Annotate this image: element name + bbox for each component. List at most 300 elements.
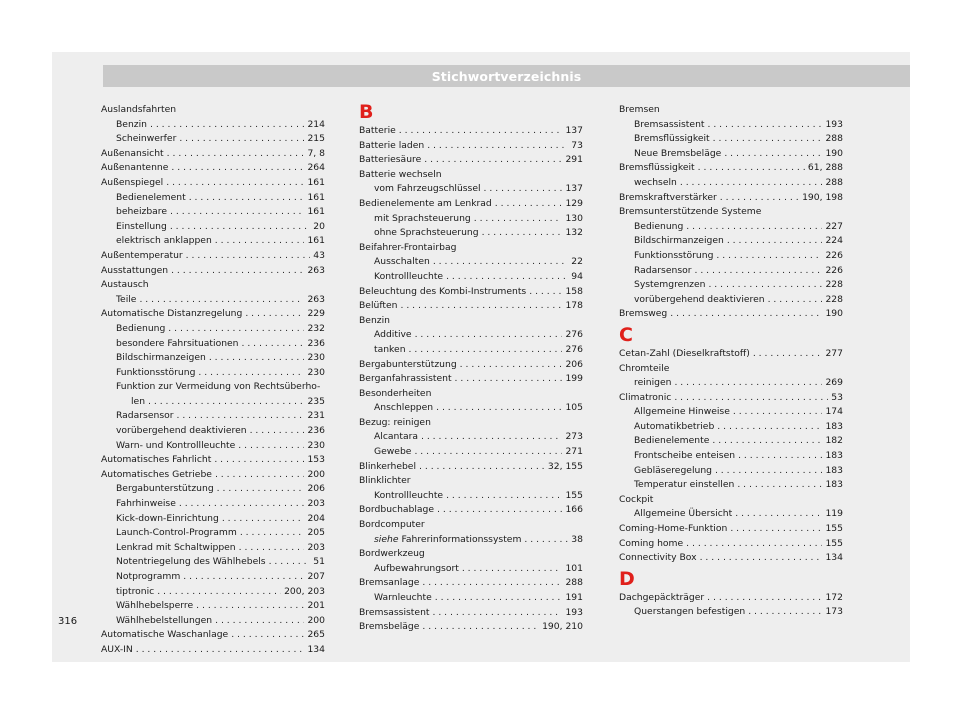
dot-leader [171,161,304,176]
dot-leader [733,405,823,420]
entry-term: Bildschirmanzeigen [634,235,724,247]
entry-page-ref[interactable]: 183 [825,420,843,432]
dot-leader [409,343,563,358]
index-entry [619,493,843,508]
entry-term: Querstangen befestigen [634,606,746,618]
dot-leader [715,464,822,479]
index-subentry [101,322,325,337]
dot-leader [529,285,562,300]
dot-leader [177,409,305,424]
entry-term: beheizbare [116,206,168,218]
dot-leader [433,606,563,621]
entry-term: Allgemeine Hinweise [634,406,730,418]
entry-term: Lenkrad mit Schaltwippen [116,541,236,553]
entry-page-ref[interactable]: 201 [307,600,325,612]
dot-leader [422,620,539,635]
entry-term: Dachgepäckträger [619,591,705,603]
entry-term: Bremsweg [619,308,668,320]
entry-term: Coming home [619,537,684,549]
index-entry [359,299,583,314]
dot-leader [753,347,823,362]
index-entry [619,522,843,537]
entry-page-ref[interactable]: 205 [307,527,325,539]
entry-page-ref[interactable]: 20 [313,220,325,232]
entry-page-ref[interactable]: 228 [825,293,843,305]
entry-page-ref[interactable]: 137 [565,125,583,136]
page-header [103,65,910,87]
index-subentry [101,337,325,352]
entry-page-ref[interactable]: 155 [825,523,843,535]
index-entry [101,161,325,176]
entry-page-ref[interactable]: 183 [825,464,843,476]
entry-term: Kick-down-Einrichtung [116,512,219,524]
dot-leader [196,599,304,614]
entry-page-ref[interactable]: 137 [565,183,583,195]
entry-page-ref[interactable]: 101 [565,562,583,574]
entry-page-ref[interactable]: 173 [825,606,843,618]
index-entry [619,551,843,566]
entry-term: Bezug: reinigen [359,416,431,428]
dot-leader [495,197,563,212]
dot-leader [179,132,304,147]
dot-leader [245,307,304,322]
entry-page-ref[interactable]: 158 [565,285,583,297]
entry-page-ref[interactable]: 288 [825,176,843,188]
dot-leader [414,445,562,460]
dot-leader [435,591,563,606]
index-subentry [101,585,325,600]
entry-term: Bremsanlage [359,577,420,589]
dot-leader [724,147,822,162]
entry-page-ref[interactable]: 193 [825,118,843,130]
dot-leader [239,541,305,556]
dot-leader [242,337,305,352]
entry-page-ref[interactable]: 264 [307,162,325,174]
dot-leader [170,205,304,220]
dot-leader [713,132,823,147]
page-number: 316 [58,616,78,627]
entry-term: Beifahrer-Frontairbag [359,241,457,253]
entry-page-ref[interactable]: 178 [565,300,583,312]
entry-page-ref[interactable]: 276 [565,343,583,355]
entry-term-text: Fahrerinformationssystem [401,533,522,545]
entry-term: Benzin [116,118,147,130]
dot-leader [168,322,304,337]
entry-term: Teile [116,293,137,305]
entry-term: Warn- und Kontrollleuchte [116,439,236,451]
entry-page-ref[interactable]: 7, 8 [307,147,325,159]
index-entry [101,453,325,468]
entry-page-ref[interactable]: 166 [565,504,583,516]
index-entry [619,391,843,406]
entry-term: Funktionsstörung [634,249,714,261]
dot-leader [183,570,304,585]
index-subentry [619,376,843,391]
dot-leader [399,124,563,139]
entry-term: Climatronic [619,391,672,403]
index-entry [101,468,325,483]
entry-term: Scheinwerfer [116,133,177,145]
entry-term: tanken [374,343,406,355]
dot-leader [674,391,828,406]
dot-leader [768,293,823,308]
index-subentry [359,328,583,343]
entry-term: vom Fahrzeugschlüssel [374,183,481,195]
entry-term: Bordcomputer [359,519,425,531]
entry-page-ref[interactable]: 182 [825,435,843,447]
index-subentry [619,464,843,479]
entry-term: Funktionsstörung [116,366,196,378]
entry-term: Batterie wechseln [359,168,442,180]
entry-term: Austausch [101,279,149,291]
index-subentry [101,395,325,410]
entry-page-ref[interactable]: 183 [825,450,843,462]
entry-term: Ausschalten [374,256,430,268]
entry-page-ref[interactable]: 53 [831,391,843,403]
entry-term: Anschleppen [374,402,434,414]
entry-term: Wählhebelstellungen [116,614,213,626]
entry-page-ref[interactable]: 73 [571,139,583,151]
entry-term: Bordwerkzeug [359,548,425,560]
entry-page-ref[interactable]: 206 [307,483,325,495]
entry-page-ref[interactable]: 61, 288 [807,162,843,174]
dot-leader [462,562,563,577]
dot-leader [727,234,823,249]
entry-page-ref[interactable]: 183 [825,479,843,491]
entry-term: Notentriegelung des Wählhebels [116,556,266,568]
dot-leader [686,537,822,552]
dot-leader [524,533,568,548]
entry-term: Bremsassistent [359,606,430,618]
dot-leader [209,351,305,366]
index-subentry [359,212,583,227]
dot-leader [171,264,304,279]
entry-term: Bremsflüssigkeit [634,133,710,145]
index-entry [359,139,583,154]
entry-page-ref[interactable]: 265 [307,629,325,641]
dot-leader [748,605,822,620]
index-entry [359,372,583,387]
entry-page-ref[interactable]: 155 [825,537,843,549]
entry-page-ref[interactable]: 226 [825,264,843,276]
entry-page-ref[interactable]: 204 [307,512,325,524]
index-subentry [101,526,325,541]
index-subentry [619,220,843,235]
entry-page-ref[interactable]: 32, 155 [547,460,583,472]
index-entry [359,474,583,489]
dot-leader [269,555,311,570]
entry-page-ref[interactable]: 230 [307,439,325,451]
index-entry [101,176,325,191]
entry-term: Blinkerhebel [359,460,417,472]
index-subentry [101,380,325,395]
entry-page-ref[interactable]: 119 [825,508,843,520]
entry-page-ref[interactable]: 190 [825,308,843,320]
entry-term: Gebläseregelung [634,464,712,476]
entry-page-ref[interactable]: 291 [565,154,583,166]
entry-term: Warnleuchte [374,592,432,603]
page-title: Stichwortverzeichnis [431,68,582,84]
dot-leader [446,270,568,285]
entry-term: Außenantenne [101,162,169,174]
entry-page-ref[interactable]: 190, 210 [542,621,583,633]
dot-leader [738,449,822,464]
dot-leader [186,249,311,264]
dot-leader [680,176,823,191]
entry-page-ref[interactable]: 229 [307,308,325,320]
entry-page-ref[interactable]: 224 [825,235,843,247]
index-subentry [101,205,325,220]
index-entry [101,249,325,264]
entry-page-ref[interactable]: 190, 198 [802,191,843,203]
entry-page-ref[interactable]: 172 [825,591,843,603]
entry-term: Bergabunterstützung [359,358,457,370]
entry-term: Besonderheiten [359,387,432,399]
entry-term: Automatisches Getriebe [101,468,212,480]
index-column-1 [101,103,325,658]
entry-term: Bordbuchablage [359,504,435,516]
entry-page-ref[interactable]: 269 [825,377,843,389]
entry-term: Bedienelemente am Lenkrad [359,197,492,209]
dot-leader [737,478,822,493]
entry-term: elektrisch anklappen [116,235,212,247]
index-entry [619,205,843,220]
entry-page-ref[interactable]: 129 [565,197,583,209]
entry-term: Außenansicht [101,147,164,159]
index-entry [359,168,583,183]
index-entry [359,285,583,300]
entry-page-ref[interactable]: 200 [307,614,325,626]
dot-leader [437,503,562,518]
index-subentry [359,445,583,460]
entry-page-ref[interactable]: 161 [307,206,325,218]
entry-page-ref[interactable]: 263 [307,264,325,276]
dot-leader [148,395,304,410]
entry-page-ref[interactable]: 236 [307,337,325,349]
index-entry [359,314,583,329]
entry-page-ref[interactable]: 22 [571,256,583,268]
entry-term: Allgemeine Übersicht [634,508,733,520]
entry-page-ref[interactable]: 161 [307,235,325,247]
index-entry [619,347,843,362]
entry-page-ref[interactable]: 226 [825,249,843,261]
index-subentry [101,424,325,439]
dot-leader [240,526,305,541]
index-entry [619,161,843,176]
entry-page-ref[interactable]: 215 [307,133,325,145]
index-entry [101,278,325,293]
entry-page-ref[interactable]: 231 [307,410,325,422]
index-subentry [619,405,843,420]
index-entry [359,606,583,621]
index-subentry [619,507,843,522]
entry-term: Bedienung [116,322,166,334]
index-subentry [101,555,325,570]
index-subentry [101,409,325,424]
entry-page-ref[interactable]: 105 [565,402,583,414]
index-subentry [619,434,843,449]
index-subentry [619,147,843,162]
dot-leader [695,264,823,279]
entry-page-ref[interactable]: 155 [565,489,583,501]
index-subentry [619,449,843,464]
entry-page-ref[interactable]: 214 [307,118,325,130]
entry-term: Batterie [359,125,396,136]
entry-term: vorübergehend deaktivieren [116,425,247,437]
entry-page-ref[interactable]: 130 [565,212,583,224]
index-entry [359,153,583,168]
entry-term: Aufbewahrungsort [374,562,459,574]
index-entry [101,264,325,279]
entry-term: Batteriesäure [359,154,422,166]
dot-leader [484,182,563,197]
dot-leader [455,372,563,387]
index-entry [359,503,583,518]
entry-page-ref[interactable]: 134 [825,552,843,564]
dot-leader [708,118,823,133]
entry-term: Bremsbeläge [359,621,420,633]
entry-page-ref[interactable]: 161 [307,191,325,203]
dot-leader [698,161,805,176]
dot-leader [670,307,822,322]
entry-term: Bedienelement [116,191,186,203]
dot-leader [707,591,822,606]
index-entry [101,307,325,322]
entry-term: Launch-Control-Programm [116,527,237,539]
entry-term: Radarsensor [634,264,692,276]
entry-term: Bedienelemente [634,435,710,447]
index-entry [619,307,843,322]
entry-term: Bremsflüssigkeit [619,162,695,174]
dot-leader [460,358,563,373]
entry-page-ref[interactable]: 193 [565,606,583,618]
entry-page-ref[interactable]: 174 [825,406,843,418]
entry-page-ref[interactable]: 236 [307,425,325,437]
entry-page-ref[interactable]: 228 [825,279,843,291]
entry-page-ref[interactable]: 232 [307,322,325,334]
entry-page-ref[interactable]: 277 [825,347,843,359]
entry-page-ref[interactable]: 276 [565,329,583,341]
entry-page-ref[interactable]: 38 [571,533,583,545]
entry-term: Bremsunterstützende Systeme [619,206,762,218]
dot-leader [166,176,304,191]
entry-term: Außenspiegel [101,176,164,188]
entry-term: Systemgrenzen [634,279,706,291]
entry-term: Additive [374,329,412,341]
entry-page-ref[interactable]: 288 [825,133,843,145]
entry-page-ref[interactable]: 203 [307,498,325,510]
entry-page-ref[interactable]: 200 [307,468,325,480]
entry-page-ref[interactable]: 263 [307,293,325,305]
entry-term: Bremsassistent [634,118,705,130]
dot-leader [482,226,563,241]
entry-term: besondere Fahrsituationen [116,337,239,349]
entry-page-ref[interactable]: 153 [307,454,325,466]
entry-term: Belüften [359,300,398,312]
section-letter: D [619,567,635,590]
entry-term [374,533,521,548]
dot-leader [419,460,545,475]
entry-page-ref[interactable]: 43 [313,249,325,261]
entry-page-ref[interactable]: 191 [565,592,583,603]
index-entry [359,620,583,635]
entry-page-ref[interactable]: 200, 203 [284,585,325,597]
index-subentry [101,234,325,249]
dot-leader [170,220,310,235]
entry-page-ref[interactable]: 230 [307,352,325,364]
entry-page-ref[interactable]: 273 [565,431,583,443]
index-subentry [101,512,325,527]
entry-term: Bremskraftverstärker [619,191,717,203]
dot-leader [433,255,568,270]
entry-page-ref[interactable]: 230 [307,366,325,378]
dot-leader [674,376,822,391]
index-subentry [619,278,843,293]
section-letter: B [359,101,374,123]
entry-page-ref[interactable]: 206 [565,358,583,370]
index-subentry [359,401,583,416]
entry-page-ref[interactable]: 134 [307,643,325,655]
entry-page-ref[interactable]: 207 [307,571,325,582]
index-entry [619,103,843,118]
index-subentry [359,182,583,197]
index-subentry [359,255,583,270]
dot-leader [157,585,281,600]
entry-term: Bedienung [634,220,684,232]
index-entry [101,103,325,118]
dot-leader [179,497,305,512]
entry-page-ref[interactable]: 132 [565,227,583,239]
index-subentry [619,293,843,308]
index-subentry [101,220,325,235]
entry-page-ref[interactable]: 190 [825,147,843,159]
dot-leader [446,489,562,504]
entry-term: Cockpit [619,493,654,505]
index-subentry [359,489,583,504]
entry-page-ref[interactable]: 271 [565,446,583,458]
dot-leader [214,453,304,468]
index-entry [359,416,583,431]
entry-term: Auslandsfahrten [101,104,177,115]
entry-page-ref[interactable]: 161 [307,176,325,188]
index-entry [619,537,843,552]
index-entry [359,387,583,402]
entry-page-ref[interactable]: 235 [307,395,325,407]
index-subentry [619,478,843,493]
entry-term: Automatisches Fahrlicht [101,454,212,466]
entry-page-ref[interactable]: 51 [313,556,325,568]
dot-leader [436,401,562,416]
index-subentry [619,249,843,264]
entry-page-ref[interactable]: 203 [307,541,325,553]
index-entry [101,628,325,643]
dot-leader [712,434,822,449]
dot-leader [708,278,822,293]
entry-page-ref[interactable]: 288 [565,577,583,589]
entry-page-ref[interactable]: 227 [825,220,843,232]
entry-page-ref[interactable]: 94 [571,270,583,282]
entry-term: Bildschirmanzeigen [116,352,206,364]
index-subentry [359,343,583,358]
index-subentry [619,605,843,620]
index-entry [359,518,583,533]
entry-term: Connectivity Box [619,552,697,564]
entry-term: tiptronic [116,585,155,597]
dot-leader [139,293,304,308]
entry-page-ref[interactable]: 199 [565,373,583,385]
dot-leader [415,328,563,343]
dot-leader [215,468,305,483]
